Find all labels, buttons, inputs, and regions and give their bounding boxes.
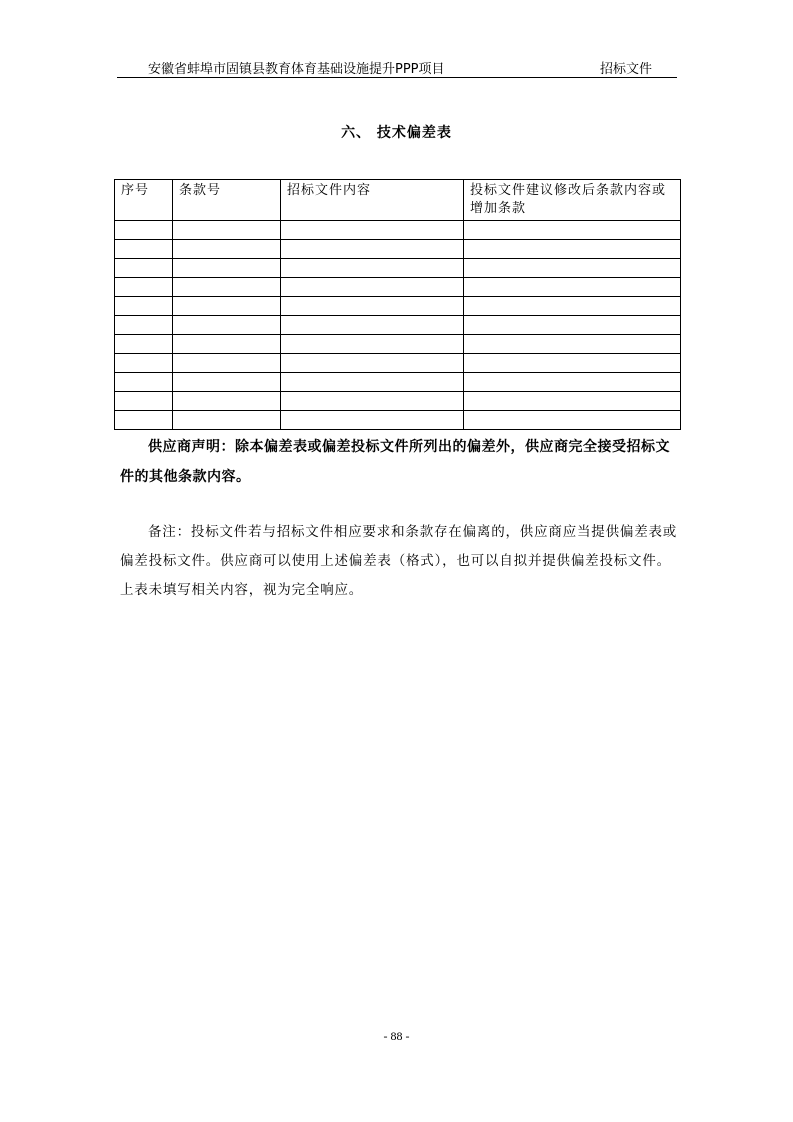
table-row bbox=[115, 354, 681, 373]
header-document-type: 招标文件 bbox=[600, 62, 653, 77]
table-cell bbox=[464, 240, 681, 259]
column-header-proposed-change: 投标文件建议修改后条款内容或增加条款 bbox=[464, 180, 681, 221]
column-header-tender-content: 招标文件内容 bbox=[281, 180, 464, 221]
table-cell bbox=[173, 373, 281, 392]
table-cell bbox=[464, 259, 681, 278]
table-row bbox=[115, 240, 681, 259]
table-cell bbox=[281, 354, 464, 373]
table-cell bbox=[281, 297, 464, 316]
column-header-clause-no: 条款号 bbox=[173, 180, 281, 221]
section-title: 六、 技术偏差表 bbox=[341, 125, 452, 141]
table-cell bbox=[281, 373, 464, 392]
table-row bbox=[115, 297, 681, 316]
table-row bbox=[115, 335, 681, 354]
table-cell bbox=[173, 297, 281, 316]
table-cell bbox=[173, 411, 281, 430]
table-cell bbox=[281, 335, 464, 354]
table-cell bbox=[173, 316, 281, 335]
header-divider bbox=[117, 77, 677, 78]
table-cell bbox=[281, 259, 464, 278]
table-cell bbox=[464, 297, 681, 316]
column-header-serial: 序号 bbox=[115, 180, 173, 221]
table-cell bbox=[115, 411, 173, 430]
deviation-table bbox=[114, 179, 681, 430]
table-cell bbox=[464, 335, 681, 354]
table-cell bbox=[281, 221, 464, 240]
table-cell bbox=[115, 392, 173, 411]
table-cell bbox=[281, 411, 464, 430]
header-project-title: 安徽省蚌埠市固镇县教育体育基础设施提升PPP项目 bbox=[148, 62, 445, 77]
table-cell bbox=[115, 240, 173, 259]
table-header-row bbox=[115, 180, 681, 221]
table-cell bbox=[115, 316, 173, 335]
table-cell bbox=[281, 278, 464, 297]
table-cell bbox=[173, 221, 281, 240]
table-row bbox=[115, 316, 681, 335]
table-cell bbox=[115, 373, 173, 392]
table-cell bbox=[464, 278, 681, 297]
table-cell bbox=[115, 354, 173, 373]
table-row bbox=[115, 278, 681, 297]
table-cell bbox=[173, 354, 281, 373]
table-cell bbox=[281, 392, 464, 411]
table-row bbox=[115, 259, 681, 278]
table-cell bbox=[464, 354, 681, 373]
remarks-note: 备注：投标文件若与招标文件相应要求和条款存在偏离的，供应商应当提供偏差表或偏差投标文件。供应商可以使用上述偏差表（格式），也可以自拟并提供偏差投标文件。上表未填写相关内容，视为完全响应。 bbox=[120, 524, 678, 598]
table-cell bbox=[464, 373, 681, 392]
table-row bbox=[115, 373, 681, 392]
table-cell bbox=[173, 392, 281, 411]
table-cell bbox=[173, 259, 281, 278]
table-cell bbox=[464, 392, 681, 411]
table-cell bbox=[281, 316, 464, 335]
table-cell bbox=[115, 259, 173, 278]
table-row bbox=[115, 221, 681, 240]
table-cell bbox=[281, 240, 464, 259]
table-cell bbox=[115, 335, 173, 354]
table-cell bbox=[464, 411, 681, 430]
table-cell bbox=[115, 297, 173, 316]
table-cell bbox=[173, 278, 281, 297]
supplier-statement: 供应商声明：除本偏差表或偏差投标文件所列出的偏差外，供应商完全接受招标文件的其他条款内容。 bbox=[120, 439, 670, 485]
table-cell bbox=[115, 221, 173, 240]
table-row bbox=[115, 411, 681, 430]
table-cell bbox=[115, 278, 173, 297]
table-cell bbox=[464, 221, 681, 240]
page-number: - 88 - bbox=[383, 1029, 410, 1043]
table-row bbox=[115, 392, 681, 411]
table-cell bbox=[173, 335, 281, 354]
table-cell bbox=[464, 316, 681, 335]
table-cell bbox=[173, 240, 281, 259]
